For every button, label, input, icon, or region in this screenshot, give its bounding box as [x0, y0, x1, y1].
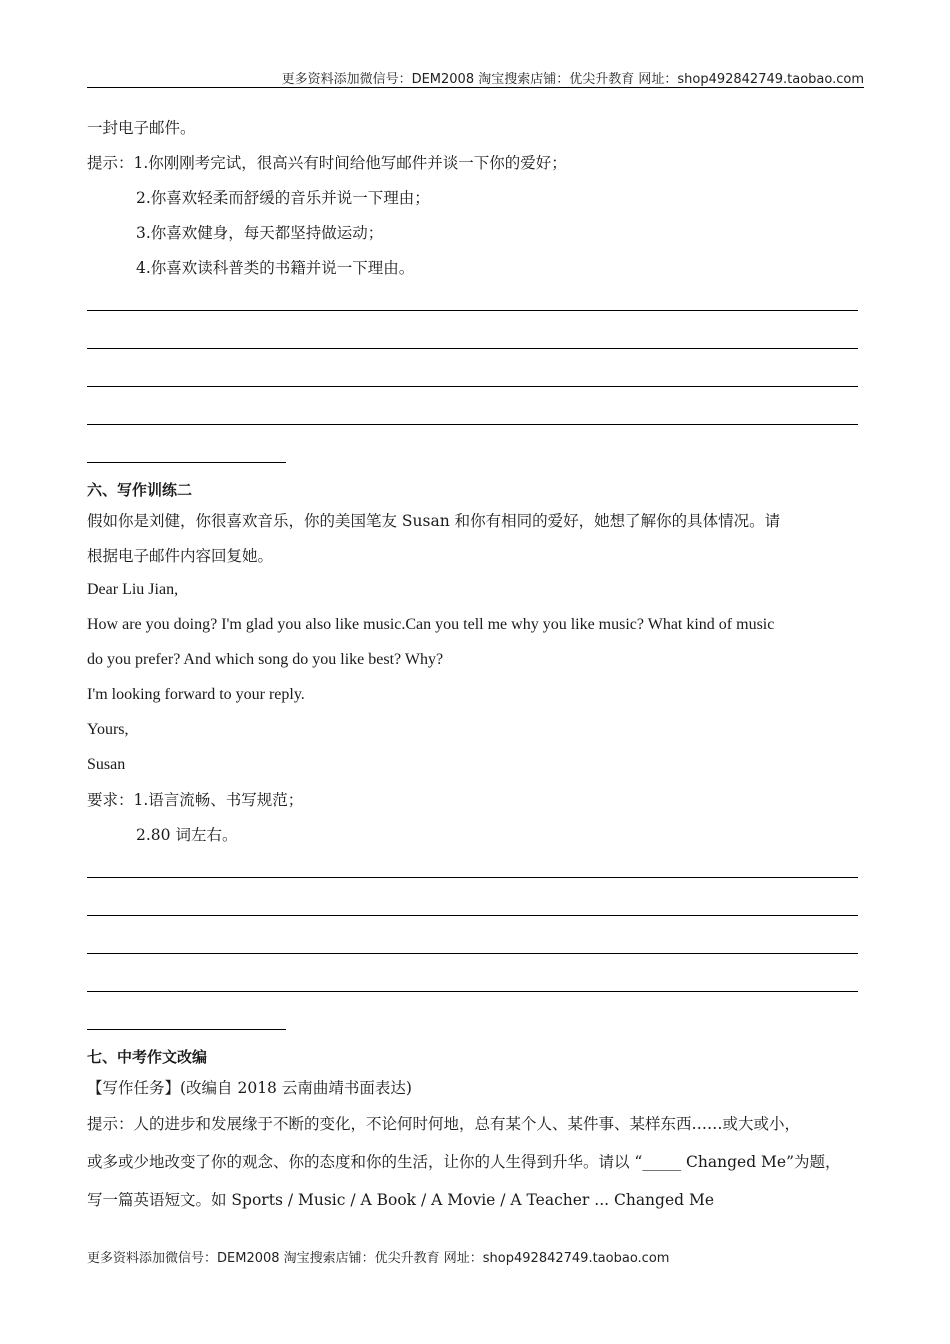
answer-line: [87, 424, 858, 425]
section7-tip-1: 提示：人的进步和发展缘于不断的变化，不论何时何地，总有某个人、某件事、某样东西……或大或小，: [87, 1115, 801, 1133]
answer-line-short: [87, 1029, 286, 1030]
answer-line: [87, 991, 858, 992]
section5-tip-3: 3.你喜欢健身，每天都坚持做运动；: [136, 224, 384, 242]
section6-intro-2: 根据电子邮件内容回复她。: [87, 547, 274, 565]
letter-body-3: I'm looking forward to your reply.: [87, 686, 305, 703]
header-rule: [87, 87, 864, 88]
section6-title: 六、写作训练二: [87, 481, 193, 499]
answer-line: [87, 877, 858, 878]
letter-body-1: How are you doing? I'm glad you also like music.Can you tell me why you like music? What kind of music: [87, 616, 775, 633]
answer-line-short: [87, 462, 286, 463]
section5-tip-2: 2.你喜欢轻柔而舒缓的音乐并说一下理由；: [136, 189, 430, 207]
letter-greeting: Dear Liu Jian,: [87, 581, 179, 598]
letter-signature: Susan: [87, 756, 126, 773]
section5-tip-1: 提示：1.你刚刚考完试，很高兴有时间给他写邮件并谈一下你的爱好；: [87, 154, 567, 172]
section7-tip-2: 或多或少地改变了你的观念、你的态度和你的生活，让你的人生得到升华。请以 “_____ Changed Me”为题，: [87, 1153, 841, 1171]
answer-line: [87, 348, 858, 349]
page-header: 更多资料添加微信号：DEM2008 淘宝搜索店铺：优尖升教育 网址：shop492842749.taobao.com: [281, 72, 864, 87]
section6-requirement-2: 2.80 词左右。: [136, 826, 238, 844]
section6-intro-1: 假如你是刘健，你很喜欢音乐，你的美国笔友 Susan 和你有相同的爱好，她想了解你的具体情况。请: [87, 512, 781, 530]
letter-body-2: do you prefer? And which song do you like best? Why?: [87, 651, 444, 668]
section7-tip-3: 写一篇英语短文。如 Sports / Music / A Book / A Movie / A Teacher ... Changed Me: [87, 1191, 715, 1209]
answer-line: [87, 310, 858, 311]
answer-line: [87, 953, 858, 954]
page-footer: 更多资料添加微信号：DEM2008 淘宝搜索店铺：优尖升教育 网址：shop492842749.taobao.com: [87, 1251, 670, 1266]
answer-line: [87, 386, 858, 387]
section6-requirement-1: 要求：1.语言流畅、书写规范；: [87, 791, 304, 809]
answer-line: [87, 915, 858, 916]
section7-title: 七、中考作文改编: [87, 1048, 208, 1066]
section5-tip-4: 4.你喜欢读科普类的书籍并说一下理由。: [136, 259, 415, 277]
section7-task: 【写作任务】(改编自 2018 云南曲靖书面表达): [87, 1079, 412, 1097]
section5-continuation: 一封电子邮件。: [87, 119, 196, 137]
letter-closing: Yours,: [87, 721, 129, 738]
